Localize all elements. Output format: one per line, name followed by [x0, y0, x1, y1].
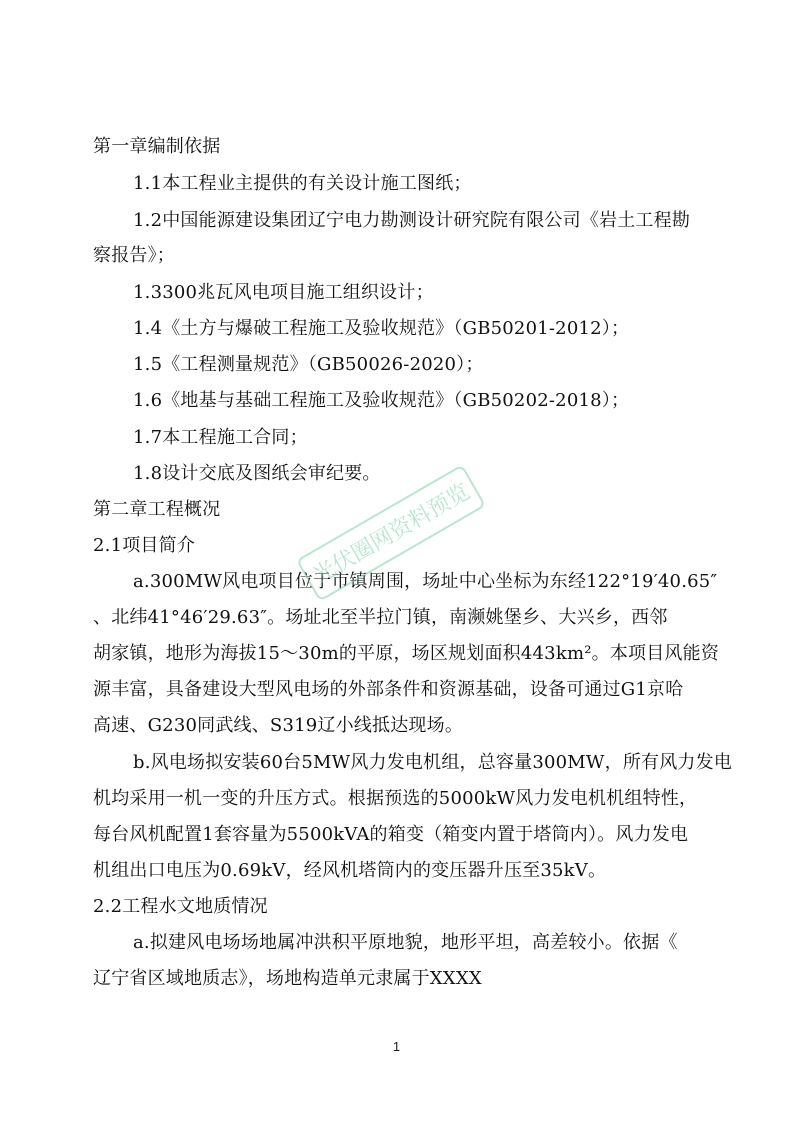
paragraph-line: a.300MW风电项目位于市镇周围，场址中心坐标为东经122°19′40.65″ — [133, 571, 718, 592]
paragraph-line: 机组出口电压为0.69kV，经风机塔筒内的变压器升压至35kV。 — [93, 860, 607, 881]
paragraph-line: 每台风机配置1套容量为5500kVA的箱变（箱变内置于塔筒内）。风力发电 — [93, 824, 689, 845]
paragraph-line: 1.5《工程测量规范》（GB50026-2020）； — [133, 354, 484, 375]
chapter-heading: 第一章编制依据 — [93, 136, 221, 157]
chapter-heading: 第二章工程概况 — [93, 499, 221, 520]
paragraph-line: 1.7本工程施工合同； — [133, 427, 308, 448]
paragraph-line: 1.1本工程业主提供的有关设计施工图纸； — [133, 173, 472, 194]
page-number: 1 — [392, 1039, 401, 1054]
paragraph-line: 1.2中国能源建设集团辽宁电力勘测设计研究院有限公司《岩土工程勘 — [133, 210, 691, 231]
paragraph-line: 源丰富，具备建设大型风电场的外部条件和资源基础，设备可通过G1京哈 — [93, 679, 684, 700]
paragraph-line: 机均采用一机一变的升压方式。根据预选的5000kW风力发电机机组特性， — [93, 788, 698, 809]
paragraph-line: 、北纬41°46′29.63″。场址北至半拉门镇，南濒姚堡乡、大兴乡，西邻 — [93, 607, 668, 628]
watermark-text: 光伏圈网资料预览 — [309, 479, 475, 590]
paragraph-line: a.拟建风电场场地属冲洪积平原地貌，地形平坦，高差较小。依据《 — [133, 932, 678, 953]
paragraph-line: 胡家镇，地形为海拔15～30m的平原，场区规划面积443km²。本项目风能资 — [93, 643, 720, 664]
paragraph-line: 1.4《土方与爆破工程施工及验收规范》（GB50201-2012）； — [133, 318, 630, 339]
paragraph-line: b.风电场拟安装60台5MW风力发电机组，总容量300MW，所有风力发电 — [133, 752, 733, 773]
paragraph-line: 1.3300兆瓦风电项目施工组织设计； — [133, 282, 434, 303]
paragraph-line: 1.8设计交底及图纸会审纪要。 — [133, 463, 381, 484]
paragraph-line: 察报告》； — [93, 245, 175, 266]
section-heading: 2.2工程水文地质情况 — [93, 896, 268, 917]
paragraph-line: 1.6《地基与基础工程施工及验收规范》（GB50202-2018）； — [133, 390, 630, 411]
paragraph-line: 辽宁省区域地质志》，场地构造单元隶属于XXXX — [93, 968, 482, 989]
paragraph-line: 高速、G230同武线、S319辽小线抵达现场。 — [93, 715, 464, 736]
section-heading: 2.1项目简介 — [93, 535, 196, 556]
